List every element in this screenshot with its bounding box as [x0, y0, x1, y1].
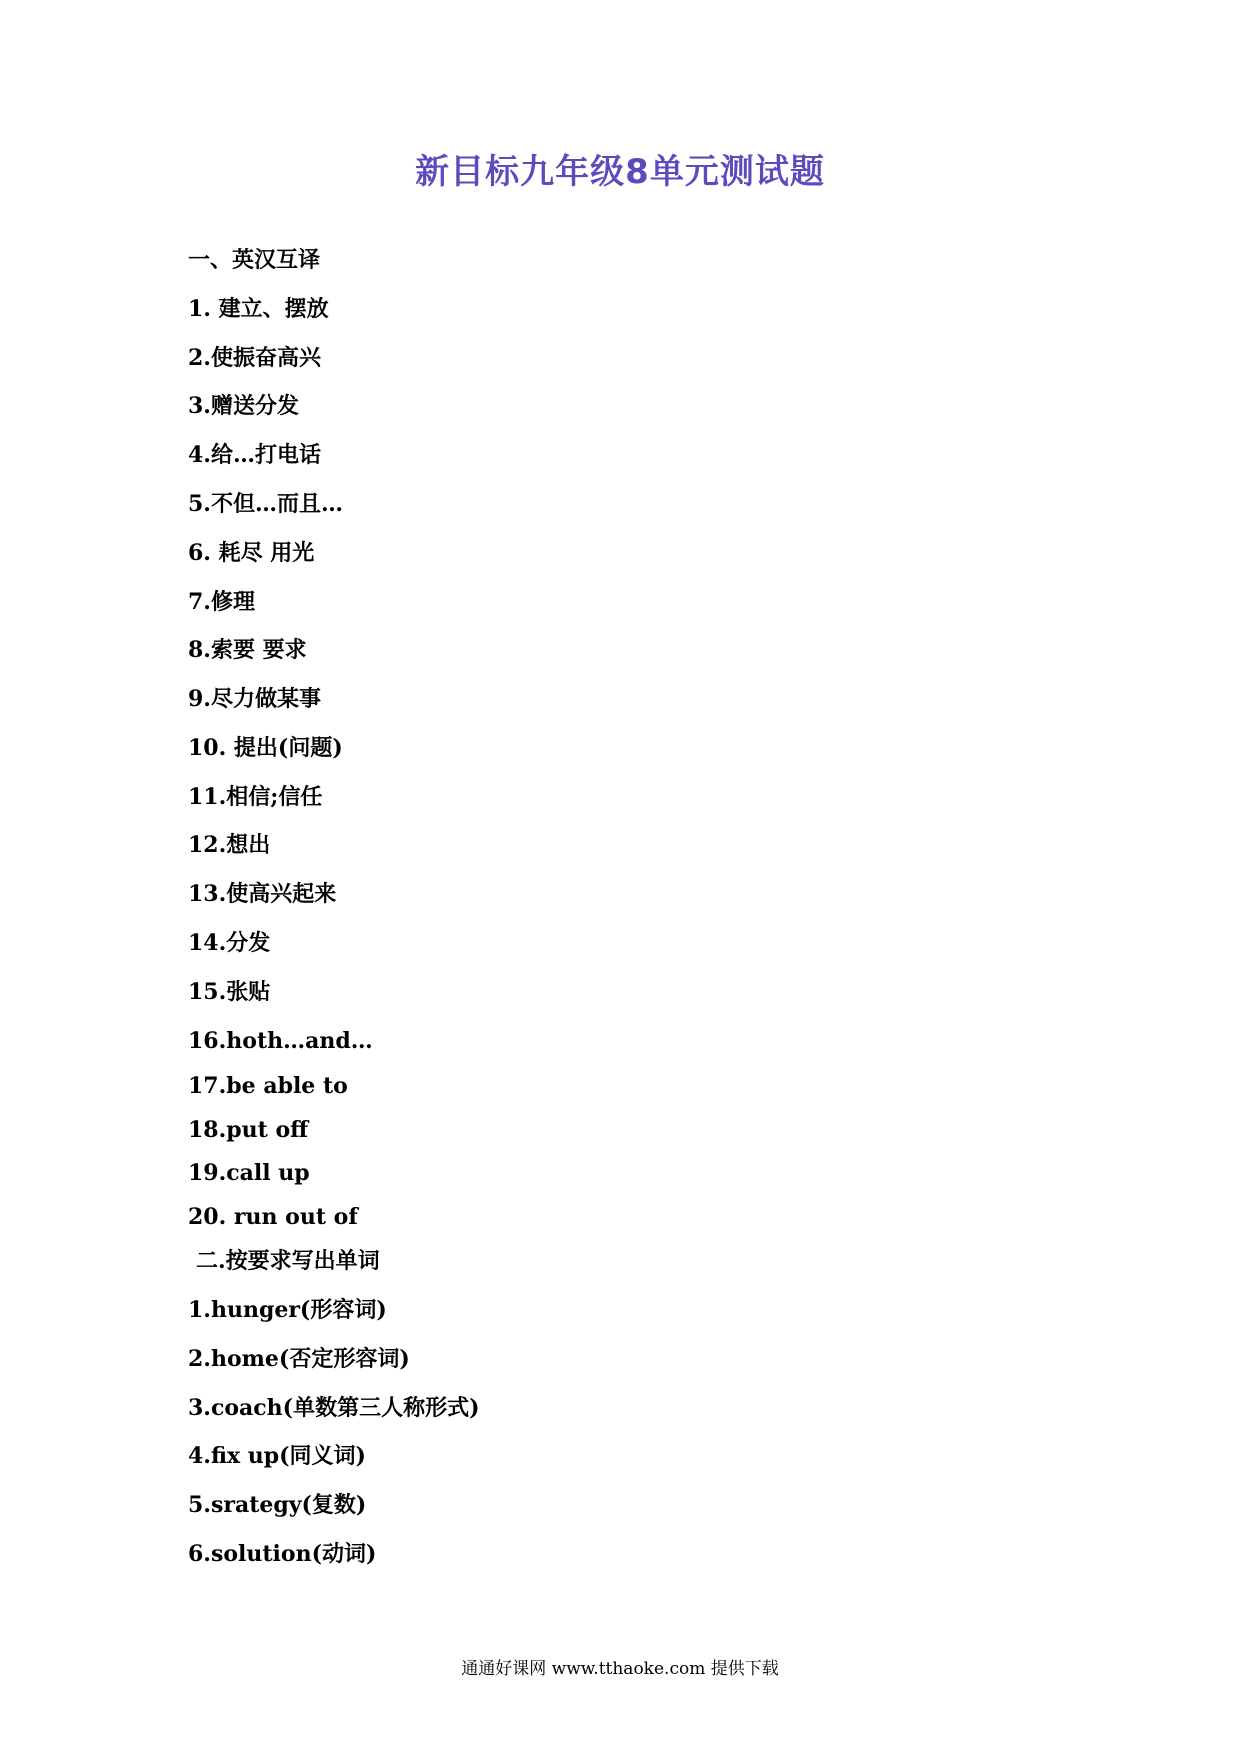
section1-item-5: 5.不但…而且…	[188, 491, 343, 517]
section1-item-9: 9.尽力做某事	[188, 686, 321, 712]
section2-item-6: 6.solution(动词)	[188, 1541, 377, 1567]
section2-item-2: 2.home(否定形容词)	[188, 1346, 410, 1372]
section1-item-10: 10. 提出(问题)	[188, 735, 343, 761]
section1-item-15: 15.张贴	[188, 979, 271, 1005]
section1-item-16: 16.hoth…and…	[188, 1028, 373, 1054]
section1-item-19: 19.call up	[188, 1160, 310, 1186]
section1-heading: 一、英汉互译	[188, 247, 321, 273]
section1-item-1: 1. 建立、摆放	[188, 296, 329, 322]
section1-item-2: 2.使振奋高兴	[188, 345, 321, 371]
section2-item-3: 3.coach(单数第三人称形式)	[188, 1395, 480, 1421]
section1-item-17: 17.be able to	[188, 1073, 348, 1099]
section1-item-6: 6. 耗尽 用光	[188, 540, 315, 566]
section1-item-4: 4.给…打电话	[188, 442, 321, 468]
section1-item-14: 14.分发	[188, 930, 271, 956]
page-footer: 通通好课网 www.tthaoke.com 提供下载	[461, 1659, 779, 1679]
section1-item-11: 11.相信;信任	[188, 784, 323, 810]
page-title: 新目标九年级8单元测试题	[415, 152, 825, 192]
section1-item-7: 7.修理	[188, 589, 255, 615]
section2-heading: 二.按要求写出单词	[196, 1248, 380, 1274]
section2-item-5: 5.srategy(复数)	[188, 1492, 367, 1518]
section1-item-12: 12.想出	[188, 832, 271, 858]
section1-item-13: 13.使高兴起来	[188, 881, 337, 907]
section1-item-8: 8.索要 要求	[188, 637, 307, 663]
section1-item-20: 20. run out of	[188, 1204, 358, 1230]
section2-item-4: 4.fix up(同义词)	[188, 1443, 366, 1469]
section1-item-3: 3.赠送分发	[188, 393, 299, 419]
section2-item-1: 1.hunger(形容词)	[188, 1297, 387, 1323]
section1-item-18: 18.put off	[188, 1117, 309, 1143]
